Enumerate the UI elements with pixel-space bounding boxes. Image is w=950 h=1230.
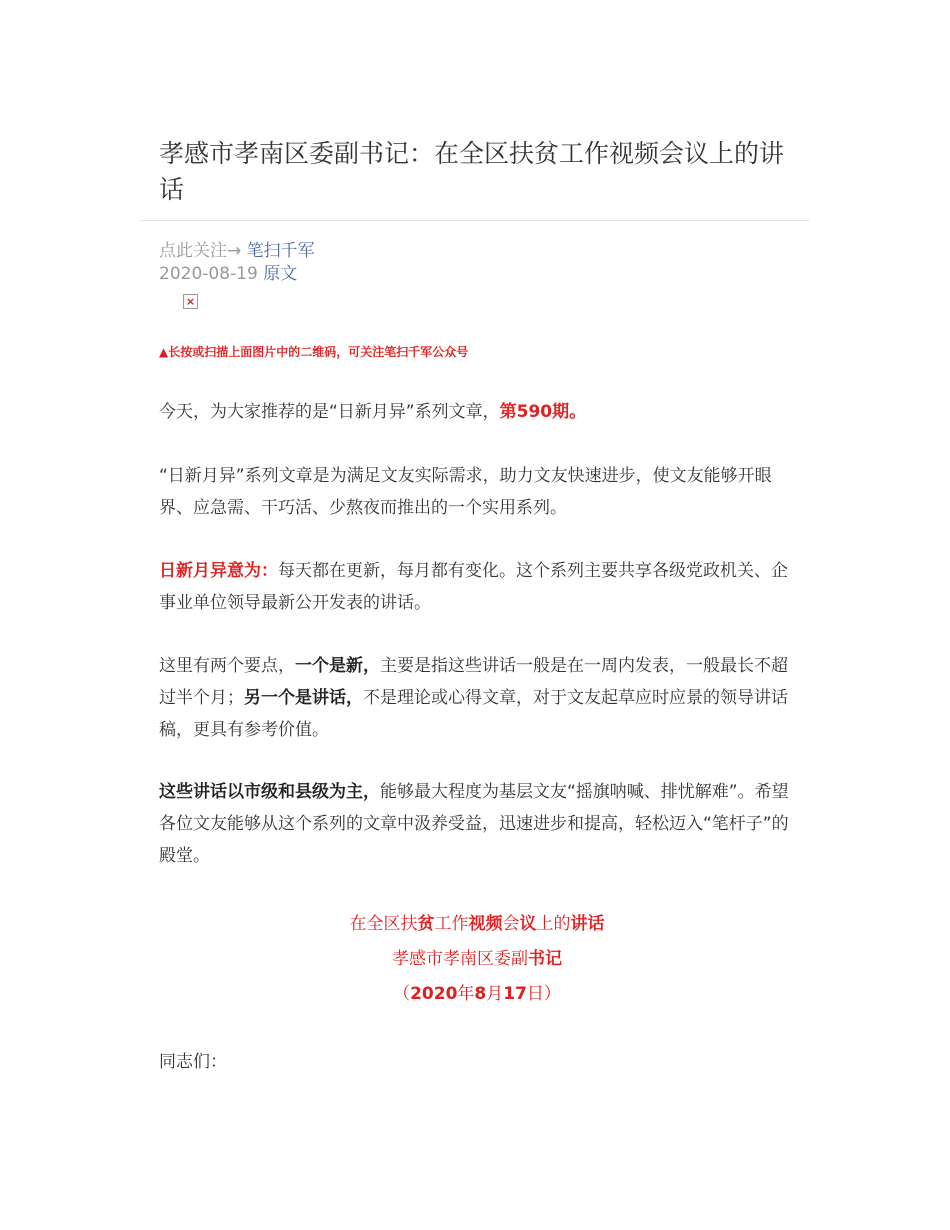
p4-key-point-2: 另一个是讲话， xyxy=(244,688,363,708)
speech-title-seg: 讲话 xyxy=(570,914,605,934)
meaning-text: 每天都在更新，每月都有变化。这个系列主要共享各级党政机关、企事业单位领导最新公开发表的讲话。 xyxy=(159,561,788,613)
speech-title-seg: 上的 xyxy=(536,914,571,934)
speech-title-seg: 贫 xyxy=(417,914,435,934)
intro-paragraph-2: “日新月异”系列文章是为满足文友实际需求，助力文友快速进步，使文友能够开眼界、应急需、干巧活、少熬夜而推出的一个实用系列。 xyxy=(159,466,772,518)
date-seg: 年 xyxy=(457,984,475,1004)
p5-bold-lead: 这些讲话以市级和县级为主， xyxy=(159,782,380,802)
speech-date xyxy=(159,977,795,1012)
follow-prefix: 点此关注→ xyxy=(159,241,247,261)
article-title: 孝感市孝南区委副书记：在全区扶贫工作视频会议上的讲话 xyxy=(159,139,785,204)
date-seg: 8 xyxy=(474,984,487,1004)
broken-image-icon: × xyxy=(183,294,198,309)
speech-title xyxy=(159,907,795,942)
intro-text: 今天，为大家推荐的是“日新月异”系列文章， xyxy=(159,402,500,422)
speaker-line xyxy=(159,942,795,977)
date-seg: （ xyxy=(393,984,411,1004)
follow-line xyxy=(159,239,315,263)
date-seg: 17 xyxy=(503,984,527,1004)
p4-part-e: 不是理论或心得文章，对于文友起草应时应景的领导讲话稿，更具有参考价值。 xyxy=(159,688,788,740)
p4-part-c: 主要是指这些讲话一般是在一周内发表，一般最长不超过半个月； xyxy=(159,656,788,708)
date-seg: 月 xyxy=(486,984,504,1004)
publish-date: 2020-08-19 xyxy=(159,264,258,284)
salutation: 同志们： xyxy=(159,1052,227,1072)
speech-title-seg: 会 xyxy=(502,914,520,934)
intro-paragraph-1 xyxy=(159,396,795,428)
speaker-seg: 书记 xyxy=(528,949,562,969)
title-divider xyxy=(140,220,810,221)
qr-code-note: ▲长按或扫描上面图片中的二维码，可关注笔扫千军公众号 xyxy=(159,345,469,359)
speech-title-seg: 工作 xyxy=(434,914,469,934)
speaker-seg: 孝感市孝南区委副 xyxy=(392,949,528,969)
p5-text: 能够最大程度为基层文友“摇旗呐喊、排忧解难”。希望各位文友能够从这个系列的文章中汲养受益，迅速进步和提高，轻松迈入“笔杆子”的殿堂。 xyxy=(159,782,789,866)
date-seg: 日） xyxy=(526,984,561,1004)
speech-title-seg: 在全区扶 xyxy=(349,914,418,934)
issue-number: 第590期。 xyxy=(499,402,587,422)
date-line xyxy=(159,262,297,286)
p4-key-point-1: 一个是新， xyxy=(295,656,380,676)
intro-paragraph-4 xyxy=(159,650,795,746)
speech-title-seg: 议 xyxy=(519,914,537,934)
intro-paragraph-3 xyxy=(159,555,795,619)
date-seg: 2020 xyxy=(410,984,458,1004)
speech-title-seg: 视频 xyxy=(468,914,503,934)
account-name-link[interactable]: 笔扫千军 xyxy=(246,241,315,261)
meaning-label: 日新月异意为： xyxy=(159,561,278,581)
original-link[interactable]: 原文 xyxy=(263,264,298,284)
p4-part-a: 这里有两个要点， xyxy=(159,656,295,676)
intro-paragraph-5 xyxy=(159,776,795,872)
